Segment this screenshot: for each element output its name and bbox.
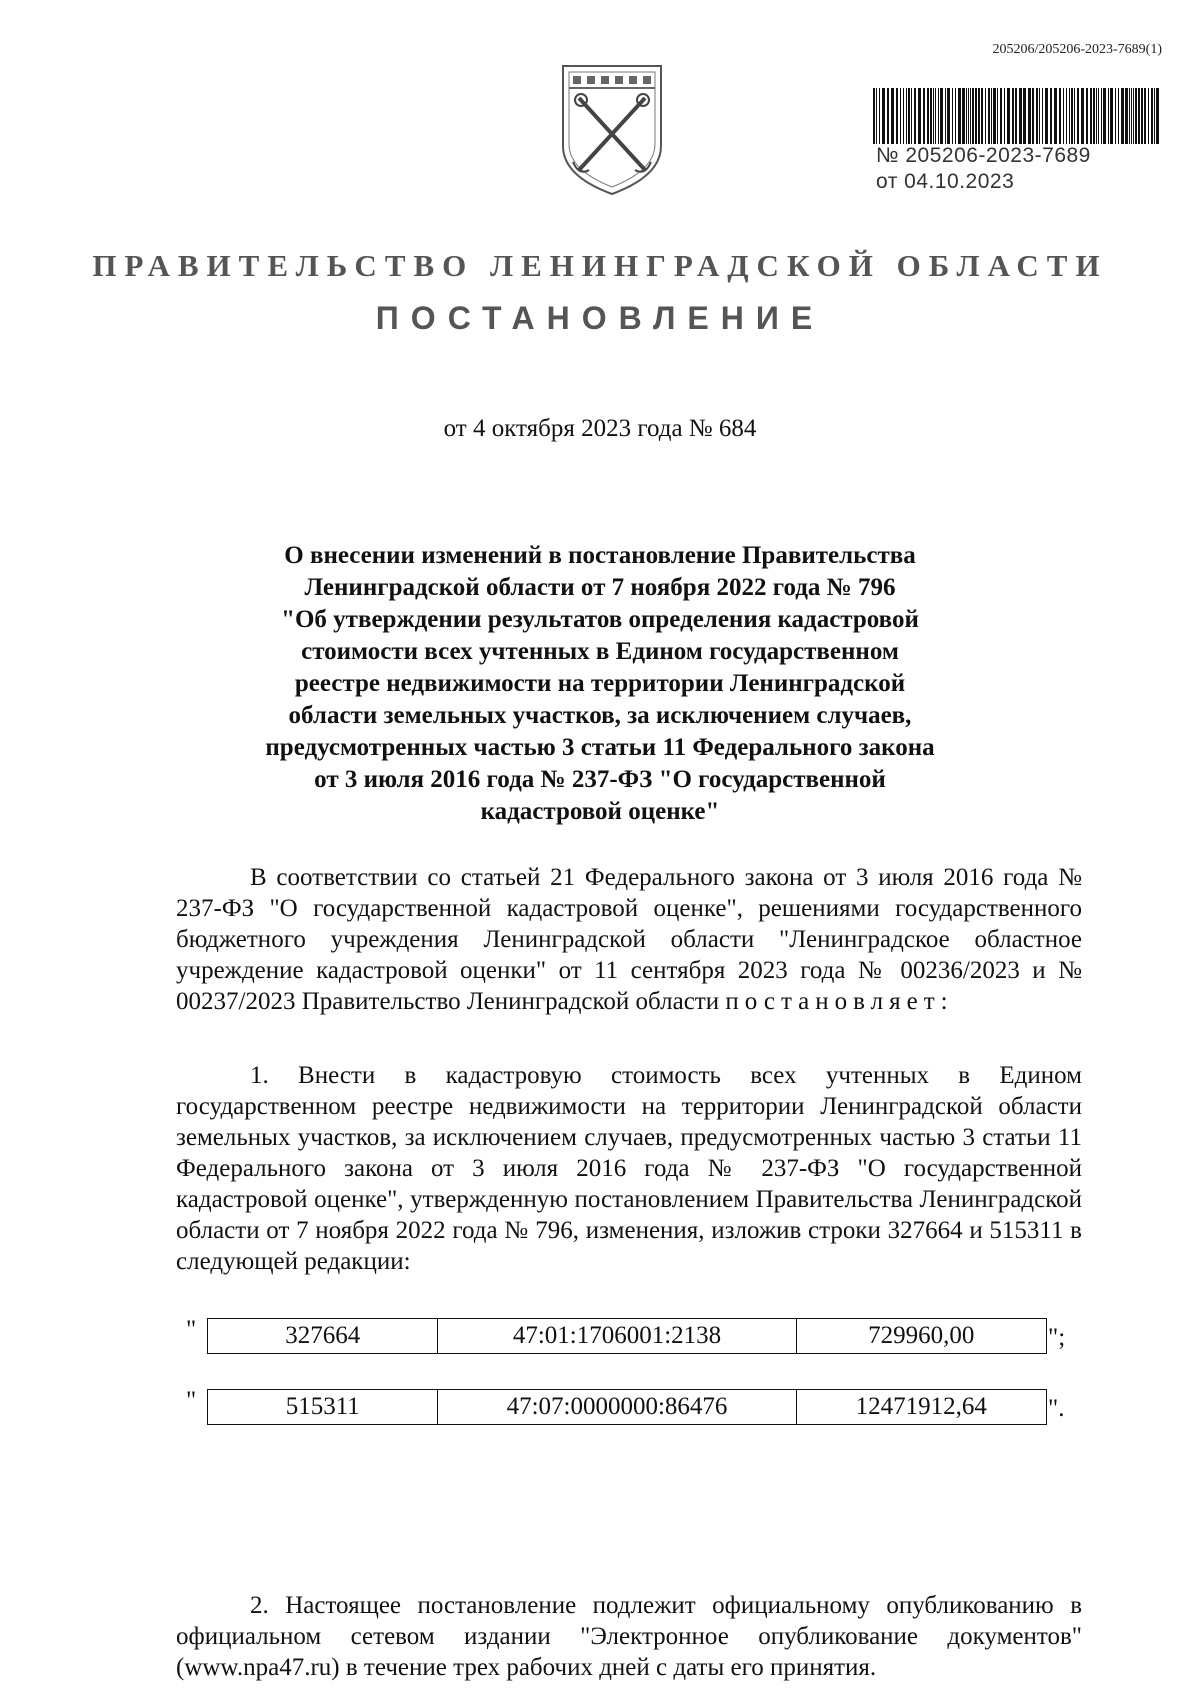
item-2-paragraph: 2. Настоящее постановление подлежит официальному опубликованию в официальном сетевом издании "Электронное опубликование документов" (www.npa47.ru) в течение трех рабочих дней с даты его принятия.: [176, 1592, 1082, 1681]
coat-of-arms-icon: [557, 58, 667, 198]
preamble-text: В соответствии со статьей 21 Федерального закона от 3 июля 2016 года № 237-ФЗ "О государственной кадастровой оценке", решениями государственного бюджетного учреждения Ленинградской области "Ленинградское областное учреждение кадастровой оценки" от 11 сентября 2023 года № 00236/2023 и № 00237/2023 Правительство Ленинградской области: [176, 864, 1082, 1015]
row-box: [207, 1318, 1047, 1354]
row-number: 327664: [208, 1319, 438, 1353]
row-box: [207, 1389, 1047, 1425]
cadastral-value: 12471912,64: [855, 1393, 987, 1420]
government-title: ПРАВИТЕЛЬСТВО ЛЕНИНГРАДСКОЙ ОБЛАСТИ: [92, 248, 1108, 283]
cadastral-number: 47:01:1706001:2138: [438, 1319, 796, 1353]
open-quote: ": [186, 1316, 197, 1343]
open-quote: ": [186, 1387, 197, 1414]
registration-date: от 04.10.2023: [876, 170, 1015, 193]
close-quote: ".: [1048, 1395, 1065, 1422]
decrees-word: постановляет:: [725, 988, 954, 1015]
document-type: ПОСТАНОВЛЕНИЕ: [375, 300, 825, 336]
close-quote: ";: [1048, 1324, 1066, 1351]
table-row: [186, 1389, 1086, 1425]
preamble-paragraph: [176, 862, 1082, 1017]
barcode-icon: [873, 88, 1161, 144]
table-row: [186, 1318, 1086, 1354]
item-1-paragraph: 1. Внести в кадастровую стоимость всех учтенных в Едином государственном реестре недвижимости на территории Ленинградской области земельных участков, за исключением случаев, предусмотренных частью 3 статьи 11 Федерального закона от 3 июля 2016 года № 237-ФЗ "О государственной кадастровой оценке", утвержденную постановлением Правительства Ленинградской области от 7 ноября 2022 года № 796, изменения, изложив строки 327664 и 515311 в следующей редакции:: [176, 1062, 1082, 1275]
cadastral-value: 729960,00: [868, 1322, 975, 1349]
registration-number: № 205206-2023-7689: [876, 144, 1091, 167]
document-subject: О внесении изменений в постановление Правительства Ленинградской области от 7 ноября 2022 года № 796 "Об утверждении результатов определения кадастровой стоимости всех учтенных в Едином государственном реестре недвижимости на территории Ленинградской области земельных участков, за исключением случаев, предусмотренных частью 3 статьи 11 Федерального закона от 3 июля 2016 года № 237-ФЗ "О государственной кадастровой оценке": [265, 542, 935, 825]
row-number: 515311: [208, 1390, 438, 1424]
document-corner-id: 205206/205206-2023-7689(1): [992, 42, 1162, 57]
document-date-number: от 4 октября 2023 года № 684: [443, 415, 757, 442]
cadastral-number: 47:07:0000000:86476: [438, 1390, 796, 1424]
